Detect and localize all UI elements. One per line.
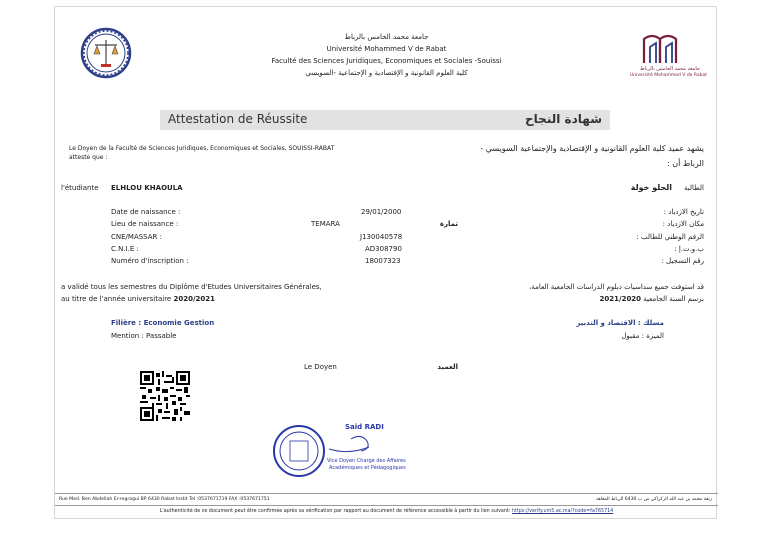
header-university-ar: جامعة محمد الخامس بالرباط <box>344 33 429 41</box>
student-label-ar: الطالبة <box>684 184 704 192</box>
filiere-ar: مسلك : الاقتصاد و التدبير <box>576 319 664 327</box>
detail-value: AD308790 <box>365 245 402 253</box>
detail-label-ar: تاريخ الازدياد : <box>663 208 704 216</box>
intro-fr: Le Doyen de la Faculté de Sciences Juridiques, Economiques et Sociales, SOUISSI-RABAT <box>69 145 335 152</box>
detail-label-fr: Lieu de naissance : <box>111 220 179 228</box>
footer-address-ar: زنقة محمد بن عبد الله الركراكي ص ب 6430 الرباط المعاهد <box>595 497 712 502</box>
official-stamp <box>273 421 413 479</box>
footer-verify-text: L'authenticité de ce document peut être confirmée après sa vérification par rapport au document de référence accessible à partir du lien suivant: <box>159 509 511 514</box>
doyen-label-fr: Le Doyen <box>304 363 337 371</box>
detail-value: 18007323 <box>365 257 401 265</box>
student-label-fr: l'étudiante <box>61 184 99 192</box>
intro-fr-2: atteste que : <box>69 154 108 161</box>
intro-ar-2: الرباط أن : <box>666 159 704 168</box>
signer-name: Said RADI <box>345 423 384 431</box>
detail-label-fr: Numéro d'inscription : <box>111 257 189 265</box>
detail-label-ar: الرقم الوطني للطالب : <box>636 233 704 241</box>
signer-role-1: Vice Doyen Chargé des Affaires <box>327 458 406 464</box>
university-logo <box>630 33 708 85</box>
attestation-document <box>54 6 717 519</box>
validation-year-prefix-ar: برسم السنة الجامعية <box>643 295 704 303</box>
footer-address-fr: Rue Med. Ben Abdellah Er-regragui BP 6430 Rabat Instit Tel :0537671719 FAX :0537671751 <box>59 497 270 502</box>
student-name-ar: الحلو خولة <box>630 183 672 192</box>
detail-value: TEMARA <box>311 220 340 228</box>
validation-ar-2 <box>600 295 704 303</box>
validation-fr-2 <box>61 295 215 303</box>
detail-label-ar: رقم التسجيل : <box>661 257 704 265</box>
header-faculty-ar: كلية العلوم القانونية و الإقتصادية و الإجتماعية -السويسي <box>305 69 468 77</box>
mention-fr: Mention : Passable <box>111 332 177 340</box>
footer-verify <box>55 509 718 514</box>
verify-link[interactable]: https://verify.um5.ac.ma/?code=fa765714 <box>511 509 614 514</box>
detail-value: J130040578 <box>360 233 403 241</box>
detail-value-ar: تمارة <box>439 220 458 228</box>
header-faculty: Faculté des Sciences Juridiques, Economiques et Sociales -Souissi <box>271 57 502 65</box>
validation-year-ar: 2021/2020 <box>599 295 642 303</box>
title-bar <box>160 110 610 130</box>
detail-label-fr: C.N.I.E : <box>111 245 139 253</box>
university-logo-ar: جامعة محمد الخامس بالرباط <box>639 66 700 72</box>
validation-ar: قد استوفت جميع سداسيات دبلوم الدراسات الجامعية العامة، <box>529 283 704 291</box>
detail-value: 29/01/2000 <box>361 208 402 216</box>
header-university: Université Mohammed V de Rabat <box>326 45 447 53</box>
signer-role-2: Académiques et Pédagogiques <box>329 465 406 471</box>
intro-ar: يشهد عميد كلية العلوم القانونية و الإقتصادية والإجتماعية السويسي - <box>480 144 704 153</box>
doyen-label-ar: العميد <box>437 363 458 371</box>
university-logo-text: Université Mohammed V de Rabat <box>630 73 708 78</box>
validation-year: 2020/2021 <box>173 295 215 303</box>
mention-ar: الميزة : مقبول <box>621 332 664 340</box>
detail-label-fr: Date de naissance : <box>111 208 181 216</box>
title-fr: Attestation de Réussite <box>168 112 308 126</box>
validation-year-prefix: au titre de l'année universitaire <box>61 295 172 303</box>
footer-divider-bottom <box>55 505 718 506</box>
student-name: ELHLOU KHAOULA <box>111 184 183 192</box>
footer-divider-top <box>55 493 718 494</box>
filiere-fr: Filière : Economie Gestion <box>111 319 215 327</box>
detail-label-ar: ب.و.ت.إ : <box>674 245 704 253</box>
validation-fr: a validé tous les semestres du Diplôme d'Etudes Universitaires Générales, <box>61 283 322 291</box>
title-ar: شهادة النجاح <box>525 112 602 126</box>
detail-label-ar: مكان الازدياد : <box>662 220 704 228</box>
university-emblem-icon <box>630 33 700 65</box>
detail-label-fr: CNE/MASSAR : <box>111 233 162 241</box>
qr-code[interactable] <box>140 371 190 421</box>
